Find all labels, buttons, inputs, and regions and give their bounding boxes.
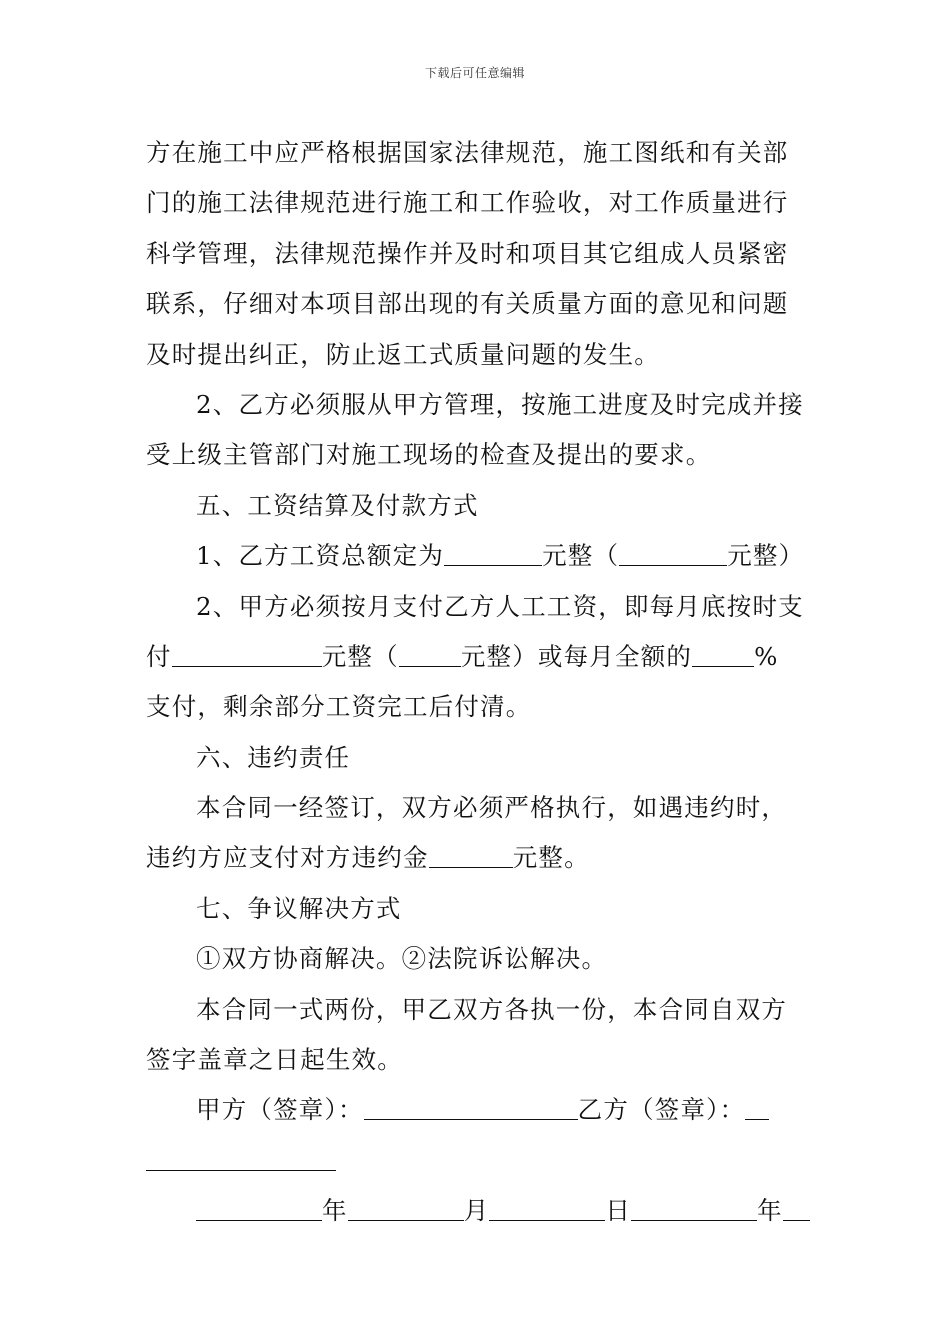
year2-label: 年	[757, 1196, 783, 1226]
breach-suffix: 元整。	[512, 843, 590, 873]
breach-line-2	[146, 833, 810, 883]
breach-line-1: 本合同一经签订，双方必须严格执行，如遇违约时，	[196, 793, 788, 823]
wage-monthly-prefix: 付	[146, 641, 172, 671]
month-blank[interactable]	[348, 1200, 464, 1221]
section-heading-wages: 五、工资结算及付款方式	[196, 490, 479, 520]
breach-prefix: 违约方应支付对方违约金	[146, 843, 429, 873]
wage-total-prefix: 1、乙方工资总额定为	[196, 541, 445, 571]
wage-monthly-line-3: 支付，剩余部分工资完工后付清。	[146, 692, 532, 722]
document-body	[146, 128, 810, 1237]
party-b-label: 乙方（签章）：	[577, 1095, 746, 1125]
wage-monthly-line-2	[146, 632, 810, 682]
signature-line	[146, 1085, 810, 1135]
trailing-blank[interactable]	[783, 1200, 810, 1221]
wage-monthly-words-blank[interactable]	[399, 646, 461, 667]
paragraph-line: 联系，仔细对本项目部出现的有关质量方面的意见和问题	[146, 289, 789, 319]
month-label: 月	[463, 1196, 490, 1226]
day-label: 日	[605, 1196, 632, 1226]
day-blank[interactable]	[489, 1200, 605, 1221]
wage-total-line	[146, 531, 810, 581]
wage-total-mid: 元整（	[542, 541, 620, 571]
page-header: 下载后可任意编辑	[424, 66, 525, 80]
section-heading-dispute: 七、争议解决方式	[196, 893, 402, 923]
paragraph-line: 方在施工中应严格根据国家法律规范，施工图纸和有关部	[146, 138, 789, 167]
party-b-signature-blank-continued[interactable]	[146, 1150, 336, 1171]
party-a-signature-blank[interactable]	[364, 1099, 578, 1120]
effect-line-2: 签字盖章之日起生效。	[146, 1045, 403, 1075]
effect-line-1: 本合同一式两份，甲乙双方各执一份，本合同自双方	[196, 994, 788, 1024]
party-b-signature-blank[interactable]	[745, 1099, 769, 1120]
party-a-label: 甲方（签章）：	[196, 1095, 364, 1125]
penalty-amount-blank[interactable]	[429, 847, 513, 868]
wage-monthly-amount-blank[interactable]	[172, 646, 322, 667]
wage-total-suffix: 元整）	[727, 541, 805, 571]
paragraph-line: 门的施工法律规范进行施工和工作验收，对工作质量进行	[146, 188, 789, 218]
paragraph-line: 科学管理，法律规范操作并及时和项目其它组成人员紧密	[146, 238, 789, 268]
wage-monthly-suffix: %	[754, 641, 779, 671]
wage-total-words-blank[interactable]	[619, 545, 727, 566]
wage-monthly-mid1: 元整（	[321, 641, 399, 671]
wage-monthly-mid2: 元整）或每月全额的	[460, 641, 693, 671]
date-line	[146, 1186, 810, 1236]
section-heading-breach: 六、违约责任	[196, 742, 351, 772]
year2-blank[interactable]	[631, 1200, 757, 1221]
wage-monthly-line-1: 2、甲方必须按月支付乙方人工工资，即每月底按时支	[196, 591, 804, 621]
year-label: 年	[322, 1196, 348, 1226]
wage-total-amount-blank[interactable]	[444, 545, 542, 566]
paragraph-line: 受上级主管部门对施工现场的检查及提出的要求。	[146, 440, 712, 470]
paragraph-line: 2、乙方必须服从甲方管理，按施工进度及时完成并接	[196, 389, 804, 419]
wage-monthly-percent-blank[interactable]	[692, 646, 754, 667]
dispute-options: ①双方协商解决。②法院诉讼解决。	[196, 944, 608, 974]
year-blank[interactable]	[196, 1200, 322, 1221]
signature-continuation-line	[146, 1136, 810, 1186]
paragraph-line: 及时提出纠正，防止返工式质量问题的发生。	[146, 339, 660, 369]
